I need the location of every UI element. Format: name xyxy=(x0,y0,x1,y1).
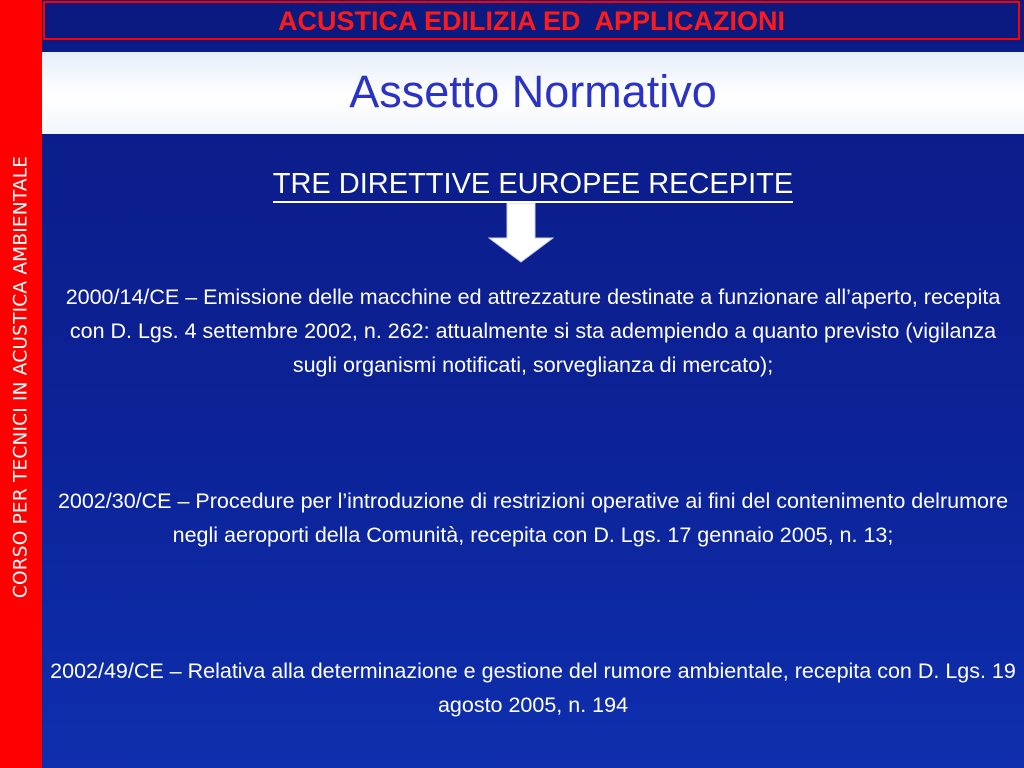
course-title: ACUSTICA EDILIZIA ED APPLICAZIONI xyxy=(277,6,785,36)
slide-title: Assetto Normativo xyxy=(349,66,717,117)
course-title-box xyxy=(43,1,1020,40)
directive-2002-49: 2002/49/CE – Relativa alla determinazione e gestione del rumore ambientale, recepita con D. Lgs. 19 agosto 2005, n. 194 xyxy=(50,659,1016,717)
sidebar-strip xyxy=(0,0,42,768)
subtitle xyxy=(42,168,1024,201)
title-band xyxy=(42,52,1024,134)
subtitle-text: TRE DIRETTIVE EUROPEE RECEPITE xyxy=(273,168,793,203)
directive-2000-14: 2000/14/CE – Emissione delle macchine ed attrezzature destinate a funzionare all’aperto, recepita con D. Lgs. 4 settembre 2002, n. 262: attualmente si sta adempiendo a quanto previsto (vigilanza sugli organismi notificati, sorveglianza di mercato); xyxy=(65,285,1001,377)
sidebar-vertical-label: CORSO PER TECNICI IN ACUSTICA AMBIENTALE xyxy=(10,155,32,599)
directive-2002-30: 2002/30/CE – Procedure per l’introduzione di restrizioni operative ai fini del contenimento delrumore negli aeroporti della Comunità, recepita con D. Lgs. 17 gennaio 2005, n. 13; xyxy=(57,489,1009,547)
down-arrow-icon xyxy=(488,203,554,263)
